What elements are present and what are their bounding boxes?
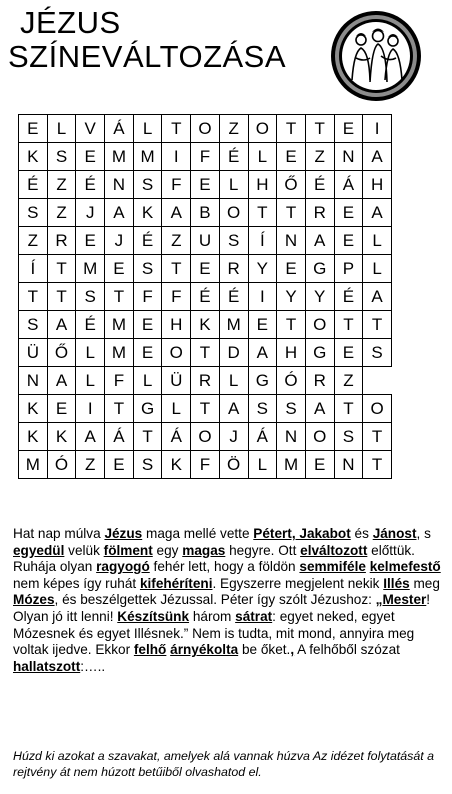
grid-cell[interactable]: F	[191, 143, 220, 171]
grid-cell[interactable]: É	[133, 227, 162, 255]
grid-cell[interactable]: N	[277, 423, 306, 451]
grid-cell[interactable]: Z	[47, 171, 76, 199]
instructions-note: Húzd ki azokat a szavakat, amelyek alá vannak húzva Az idézet folytatását a rejtvény át nem húzott betűiből olvashatod el.	[13, 749, 435, 779]
grid-cell[interactable]: E	[334, 199, 363, 227]
grid-cell[interactable]: F	[133, 283, 162, 311]
grid-cell[interactable]: F	[105, 367, 134, 395]
underlined-word: Jézus	[104, 526, 143, 541]
grid-cell[interactable]: É	[76, 171, 105, 199]
grid-cell[interactable]: G	[305, 255, 334, 283]
grid-cell[interactable]: N	[19, 367, 48, 395]
grid-cell[interactable]: S	[19, 311, 48, 339]
grid-cell[interactable]: Ó	[277, 367, 306, 395]
underlined-word: semmiféle	[299, 559, 366, 575]
grid-cell[interactable]: A	[305, 395, 334, 423]
grid-cell[interactable]: S	[76, 283, 105, 311]
underlined-word: magas	[182, 542, 226, 558]
page-title	[8, 6, 328, 74]
story-segment: A felhőből szózat	[294, 642, 400, 658]
grid-cell[interactable]: I	[363, 115, 392, 143]
grid-cell[interactable]: R	[305, 199, 334, 227]
grid-cell[interactable]: T	[133, 423, 162, 451]
grid-cell[interactable]: A	[248, 339, 277, 367]
grid-cell[interactable]: L	[363, 227, 392, 255]
grid-cell[interactable]: G	[248, 367, 277, 395]
grid-row	[19, 283, 392, 311]
grid-cell[interactable]: Ó	[47, 451, 76, 479]
grid-cell[interactable]: L	[133, 115, 162, 143]
story-segment: és	[350, 526, 373, 541]
grid-cell[interactable]: M	[105, 143, 134, 171]
grid-cell[interactable]: Y	[248, 255, 277, 283]
grid-cell[interactable]: Z	[47, 199, 76, 227]
story-segment: , s	[416, 526, 431, 541]
grid-cell[interactable]: I	[162, 143, 191, 171]
word-search-grid	[18, 114, 392, 479]
jesus-disciples-illustration-icon	[326, 10, 426, 102]
underlined-word: fölment	[103, 542, 153, 558]
grid-cell[interactable]: Y	[305, 283, 334, 311]
grid-cell[interactable]: Z	[305, 143, 334, 171]
grid-cell[interactable]: E	[334, 115, 363, 143]
story-segment: meg	[409, 575, 440, 591]
grid-cell[interactable]: A	[363, 143, 392, 171]
grid-cell[interactable]: T	[162, 255, 191, 283]
grid-cell[interactable]: Ü	[162, 367, 191, 395]
story-segment: egy	[152, 542, 183, 558]
grid-cell[interactable]: Á	[334, 171, 363, 199]
grid-cell[interactable]: R	[47, 227, 76, 255]
grid-cell[interactable]: M	[105, 311, 134, 339]
grid-cell[interactable]: L	[76, 367, 105, 395]
grid-cell[interactable]: É	[219, 143, 248, 171]
grid-cell[interactable]: L	[248, 451, 277, 479]
grid-cell[interactable]: A	[305, 227, 334, 255]
grid-cell[interactable]: T	[191, 395, 220, 423]
grid-cell[interactable]: A	[363, 283, 392, 311]
grid-cell[interactable]: É	[334, 283, 363, 311]
grid-row	[19, 423, 392, 451]
story-segment: . Egyszerre megjelent nekik	[212, 575, 384, 591]
grid-cell[interactable]: E	[248, 311, 277, 339]
grid-cell[interactable]: E	[133, 339, 162, 367]
story-segment: : egyet neked, egyet Mózesnek és egyet Illésnek.” Nem is tudta, mit mond, annyira meg voltak ijedve. Ekkor	[13, 608, 415, 658]
grid-cell[interactable]: Y	[277, 283, 306, 311]
grid-cell[interactable]: T	[105, 395, 134, 423]
story-segment: előttük. Ruhája olyan	[13, 542, 415, 575]
underlined-word: Jánost	[372, 526, 417, 541]
grid-cell[interactable]: F	[162, 283, 191, 311]
grid-cell[interactable]: M	[76, 255, 105, 283]
grid-cell[interactable]: T	[47, 283, 76, 311]
grid-cell[interactable]: F	[162, 171, 191, 199]
grid-cell[interactable]: T	[105, 283, 134, 311]
grid-cell[interactable]: Í	[19, 255, 48, 283]
grid-cell[interactable]: M	[133, 143, 162, 171]
grid-cell[interactable]: I	[76, 395, 105, 423]
grid-cell[interactable]: D	[219, 339, 248, 367]
grid-cell[interactable]: T	[19, 283, 48, 311]
grid-cell[interactable]: E	[105, 255, 134, 283]
grid-cell[interactable]: U	[191, 227, 220, 255]
grid-cell[interactable]: L	[248, 143, 277, 171]
grid-cell[interactable]: K	[47, 423, 76, 451]
grid-cell[interactable]: Ő	[47, 339, 76, 367]
story-segment: maga mellé vette	[142, 526, 254, 541]
grid-cell[interactable]: E	[334, 227, 363, 255]
grid-cell[interactable]: A	[363, 199, 392, 227]
grid-cell[interactable]: O	[305, 423, 334, 451]
title-line-1: JÉZUS	[20, 5, 121, 40]
grid-cell[interactable]: L	[47, 115, 76, 143]
grid-cell[interactable]: S	[277, 395, 306, 423]
story-segment: be őket.	[238, 642, 291, 658]
grid-cell[interactable]: H	[277, 339, 306, 367]
grid-row	[19, 367, 392, 395]
grid-cell[interactable]: É	[305, 171, 334, 199]
grid-cell[interactable]: L	[363, 255, 392, 283]
grid-cell[interactable]: Ü	[19, 339, 48, 367]
grid-cell[interactable]: E	[277, 255, 306, 283]
grid-cell[interactable]: T	[334, 395, 363, 423]
grid-cell[interactable]: N	[334, 451, 363, 479]
grid-cell[interactable]: É	[191, 283, 220, 311]
grid-cell[interactable]: K	[133, 199, 162, 227]
story-segment: három	[189, 608, 236, 624]
title-line-2: SZÍNEVÁLTOZÁSA	[8, 39, 287, 74]
grid-cell[interactable]: Ő	[277, 171, 306, 199]
grid-cell[interactable]: Á	[162, 423, 191, 451]
grid-cell[interactable]: H	[248, 171, 277, 199]
grid-cell[interactable]: M	[105, 339, 134, 367]
grid-cell[interactable]: S	[219, 227, 248, 255]
grid-cell[interactable]: A	[219, 395, 248, 423]
underlined-word: ragyogó	[96, 559, 150, 575]
grid-cell[interactable]: S	[363, 339, 392, 367]
grid-cell[interactable]: M	[219, 311, 248, 339]
grid-cell[interactable]: É	[76, 311, 105, 339]
grid-cell[interactable]: O	[248, 115, 277, 143]
grid-cell[interactable]: T	[334, 311, 363, 339]
grid-cell[interactable]: T	[47, 255, 76, 283]
grid-cell[interactable]: E	[105, 451, 134, 479]
story-segment: fehér lett, hogy a földön	[149, 559, 300, 575]
underlined-word: elváltozott	[300, 542, 368, 558]
grid-cell[interactable]: J	[76, 199, 105, 227]
grid-cell[interactable]: S	[334, 423, 363, 451]
grid-cell[interactable]: O	[162, 339, 191, 367]
story-segment: :…..	[80, 658, 106, 674]
grid-row	[19, 115, 392, 143]
underlined-word: kifehéríteni	[139, 575, 213, 591]
grid-cell[interactable]: B	[191, 199, 220, 227]
grid-cell[interactable]: S	[133, 171, 162, 199]
grid-row	[19, 451, 392, 479]
underlined-word: sátrat	[235, 608, 273, 624]
grid-cell[interactable]: T	[363, 423, 392, 451]
underlined-word: Illés	[383, 575, 410, 591]
story-segment: nem képes így ruhát	[13, 575, 140, 591]
grid-cell[interactable]: A	[162, 199, 191, 227]
grid-cell[interactable]: E	[191, 255, 220, 283]
grid-cell[interactable]: H	[363, 171, 392, 199]
grid-cell[interactable]: L	[133, 367, 162, 395]
grid-cell[interactable]: T	[248, 199, 277, 227]
grid-cell[interactable]: G	[305, 339, 334, 367]
grid-cell[interactable]: F	[191, 451, 220, 479]
grid-cell[interactable]: T	[162, 115, 191, 143]
grid-row	[19, 311, 392, 339]
grid-cell[interactable]: I	[248, 283, 277, 311]
grid-cell[interactable]: E	[76, 227, 105, 255]
grid-cell[interactable]: V	[76, 115, 105, 143]
grid-cell[interactable]: A	[76, 423, 105, 451]
grid-cell[interactable]: J	[105, 227, 134, 255]
grid-cell[interactable]: T	[277, 311, 306, 339]
story-segment: velük	[64, 542, 104, 558]
grid-row	[19, 199, 392, 227]
grid-cell[interactable]: R	[305, 367, 334, 395]
grid-cell[interactable]: T	[277, 199, 306, 227]
grid-cell[interactable]: T	[363, 311, 392, 339]
grid-cell[interactable]: A	[47, 311, 76, 339]
grid-cell[interactable]: H	[162, 311, 191, 339]
grid-cell[interactable]: Á	[105, 115, 134, 143]
grid-cell[interactable]: S	[19, 199, 48, 227]
grid-row	[19, 395, 392, 423]
grid-row	[19, 227, 392, 255]
grid-row	[19, 255, 392, 283]
underlined-word: kelmefestő	[369, 559, 441, 575]
story-segment: Hat nap múlva	[13, 526, 105, 541]
grid-cell[interactable]: E	[334, 339, 363, 367]
grid-cell[interactable]: R	[191, 367, 220, 395]
grid-cell[interactable]: É	[19, 171, 48, 199]
grid-cell[interactable]: N	[334, 143, 363, 171]
grid-cell[interactable]: Z	[334, 367, 363, 395]
grid-cell[interactable]: O	[219, 199, 248, 227]
grid-cell[interactable]: T	[191, 339, 220, 367]
grid-cell[interactable]: S	[248, 395, 277, 423]
story-segment: hegyre. Ott	[225, 542, 301, 558]
grid-cell[interactable]: Í	[248, 227, 277, 255]
grid-cell[interactable]: T	[305, 115, 334, 143]
story-text	[13, 526, 443, 675]
grid-row	[19, 143, 392, 171]
grid-cell[interactable]: O	[305, 311, 334, 339]
grid-cell[interactable]: A	[47, 367, 76, 395]
grid-cell[interactable]: L	[162, 395, 191, 423]
grid-cell[interactable]: M	[19, 451, 48, 479]
grid-cell[interactable]: K	[162, 451, 191, 479]
grid-cell[interactable]: K	[191, 311, 220, 339]
underlined-word: egyedül	[13, 542, 65, 558]
grid-cell[interactable]: K	[19, 395, 48, 423]
grid-cell[interactable]: E	[191, 171, 220, 199]
grid-cell[interactable]: R	[219, 255, 248, 283]
grid-cell[interactable]: S	[133, 451, 162, 479]
underlined-word: felhő	[133, 642, 167, 658]
grid-row	[19, 339, 392, 367]
grid-cell[interactable]: T	[363, 451, 392, 479]
grid-cell[interactable]: Ö	[219, 451, 248, 479]
grid-cell[interactable]: L	[76, 339, 105, 367]
grid-cell[interactable]: É	[219, 283, 248, 311]
grid-cell[interactable]: Á	[248, 423, 277, 451]
grid-cell[interactable]: O	[191, 423, 220, 451]
underlined-word: hallatszott	[13, 658, 81, 674]
grid-cell[interactable]: Z	[19, 227, 48, 255]
grid-cell[interactable]: S	[47, 143, 76, 171]
grid-cell[interactable]: S	[133, 255, 162, 283]
story-segment: , és beszélgettek Jézussal. Péter így szólt Jézushoz:	[54, 592, 376, 608]
grid-cell[interactable]: O	[363, 395, 392, 423]
grid-cell[interactable]: K	[19, 423, 48, 451]
grid-cell[interactable]: E	[305, 451, 334, 479]
grid-cell[interactable]: T	[277, 115, 306, 143]
underlined-word: ,	[290, 642, 295, 658]
grid-row	[19, 171, 392, 199]
underlined-word: „Mester	[375, 592, 427, 608]
grid-cell[interactable]: A	[105, 199, 134, 227]
grid-cell[interactable]: G	[133, 395, 162, 423]
grid-cell[interactable]: P	[334, 255, 363, 283]
grid-cell[interactable]: J	[219, 423, 248, 451]
grid-cell[interactable]: E	[19, 115, 48, 143]
grid-cell[interactable]: Z	[219, 115, 248, 143]
grid-cell[interactable]: L	[219, 171, 248, 199]
grid-cell[interactable]: K	[19, 143, 48, 171]
underlined-word: Készítsünk	[117, 608, 190, 624]
underlined-word: Mózes	[13, 592, 55, 608]
underlined-word: árnyékolta	[170, 642, 239, 658]
grid-cell[interactable]: L	[219, 367, 248, 395]
grid-cell[interactable]: N	[105, 171, 134, 199]
grid-cell[interactable]: M	[277, 451, 306, 479]
grid-cell[interactable]: E	[277, 143, 306, 171]
grid-cell[interactable]: E	[133, 311, 162, 339]
story-segment: ! Olyan jó itt lenni!	[13, 592, 431, 624]
grid-cell[interactable]: E	[47, 395, 76, 423]
grid-cell[interactable]: E	[76, 143, 105, 171]
grid-cell[interactable]: Z	[76, 451, 105, 479]
grid-cell[interactable]: N	[277, 227, 306, 255]
grid-cell[interactable]: Z	[162, 227, 191, 255]
underlined-word: Pétert, Jakabot	[253, 526, 351, 541]
grid-cell[interactable]: Á	[105, 423, 134, 451]
grid-cell[interactable]: O	[191, 115, 220, 143]
